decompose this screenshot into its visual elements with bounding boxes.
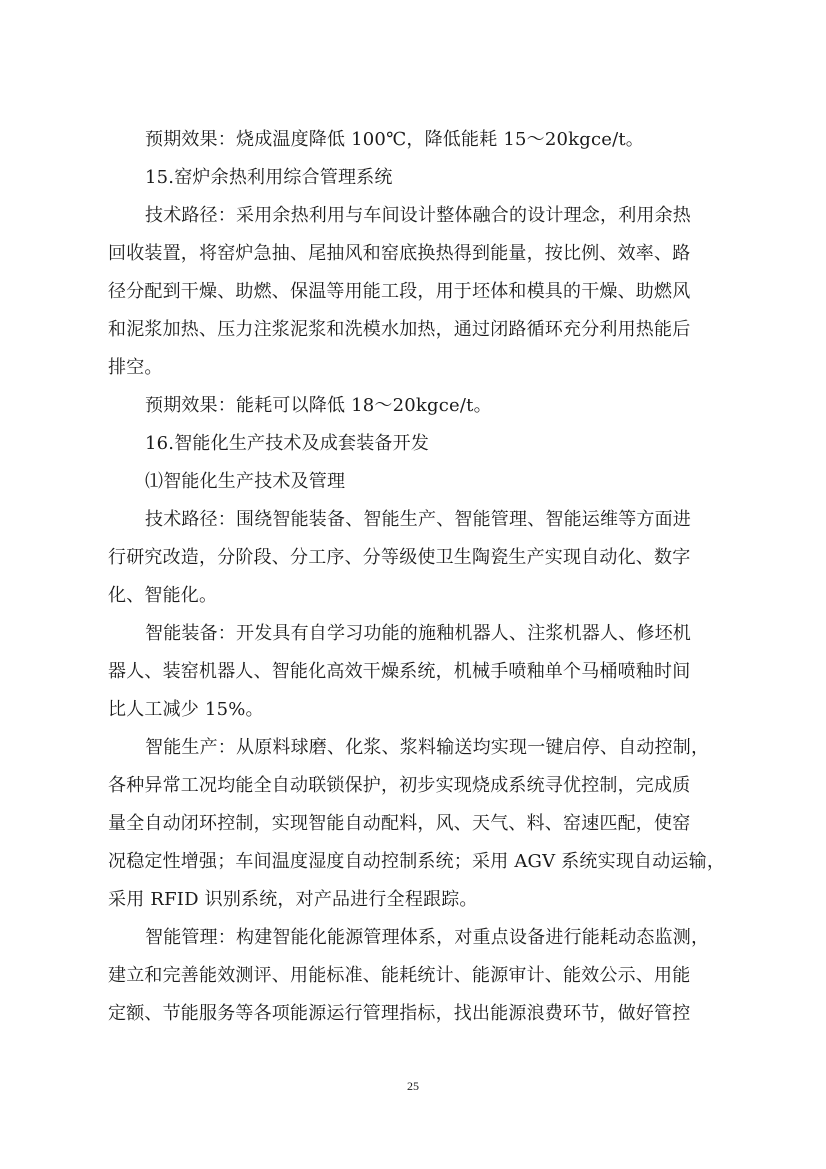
text-line: 回收装置，将窑炉急抽、尾抽风和窑底换热得到能量，按比例、效率、路: [108, 243, 691, 264]
text-line: 智能生产：从原料球磨、化浆、浆料输送均实现一键启停、自动控制，: [145, 737, 710, 758]
text-line: 排空。: [108, 357, 163, 378]
text-line: 径分配到干燥、助燃、保温等用能工段，用于坯体和模具的干燥、助燃风: [108, 281, 691, 302]
section-heading: 16.智能化生产技术及成套装备开发: [145, 433, 430, 454]
text-line: 技术路径：围绕智能装备、智能生产、智能管理、智能运维等方面进: [145, 509, 691, 530]
text-line: 各种异常工况均能全自动联锁保护，初步实现烧成系统寻优控制，完成质: [108, 775, 691, 796]
text-line: 器人、装窑机器人、智能化高效干燥系统，机械手喷釉单个马桶喷釉时间: [108, 661, 691, 682]
text-line: 比人工减少 15%。: [108, 699, 264, 720]
text-line: 化、智能化。: [108, 585, 218, 606]
subsection-heading: ⑴智能化生产技术及管理: [145, 471, 346, 492]
text-line: 采用 RFID 识别系统，对产品进行全程跟踪。: [108, 889, 478, 910]
text-line: 智能装备：开发具有自学习功能的施釉机器人、注浆机器人、修坯机: [145, 623, 691, 644]
section-heading: 15.窑炉余热利用综合管理系统: [145, 167, 393, 188]
text-line: 行研究改造，分阶段、分工序、分等级使卫生陶瓷生产实现自动化、数字: [108, 547, 691, 568]
text-line: 定额、节能服务等各项能源运行管理指标，找出能源浪费环节，做好管控: [108, 1003, 691, 1024]
text-line: 量全自动闭环控制，实现智能自动配料，风、天气、料、窑速匹配，使窑: [108, 813, 691, 834]
text-line: 况稳定性增强；车间温度湿度自动控制系统；采用 AGV 系统实现自动运输，: [108, 851, 726, 872]
text-line: 预期效果：烧成温度降低 100℃，降低能耗 15～20kgce/t。: [145, 129, 645, 150]
text-line: 技术路径：采用余热利用与车间设计整体融合的设计理念，利用余热: [145, 205, 691, 226]
text-line: 和泥浆加热、压力注浆泥浆和洗模水加热，通过闭路循环充分利用热能后: [108, 319, 691, 340]
text-line: 智能管理：构建智能化能源管理体系，对重点设备进行能耗动态监测，: [145, 927, 710, 948]
text-line: 建立和完善能效测评、用能标准、能耗统计、能源审计、能效公示、用能: [108, 965, 691, 986]
text-line: 预期效果：能耗可以降低 18～20kgce/t。: [145, 395, 492, 416]
page-number: 25: [407, 1079, 419, 1093]
